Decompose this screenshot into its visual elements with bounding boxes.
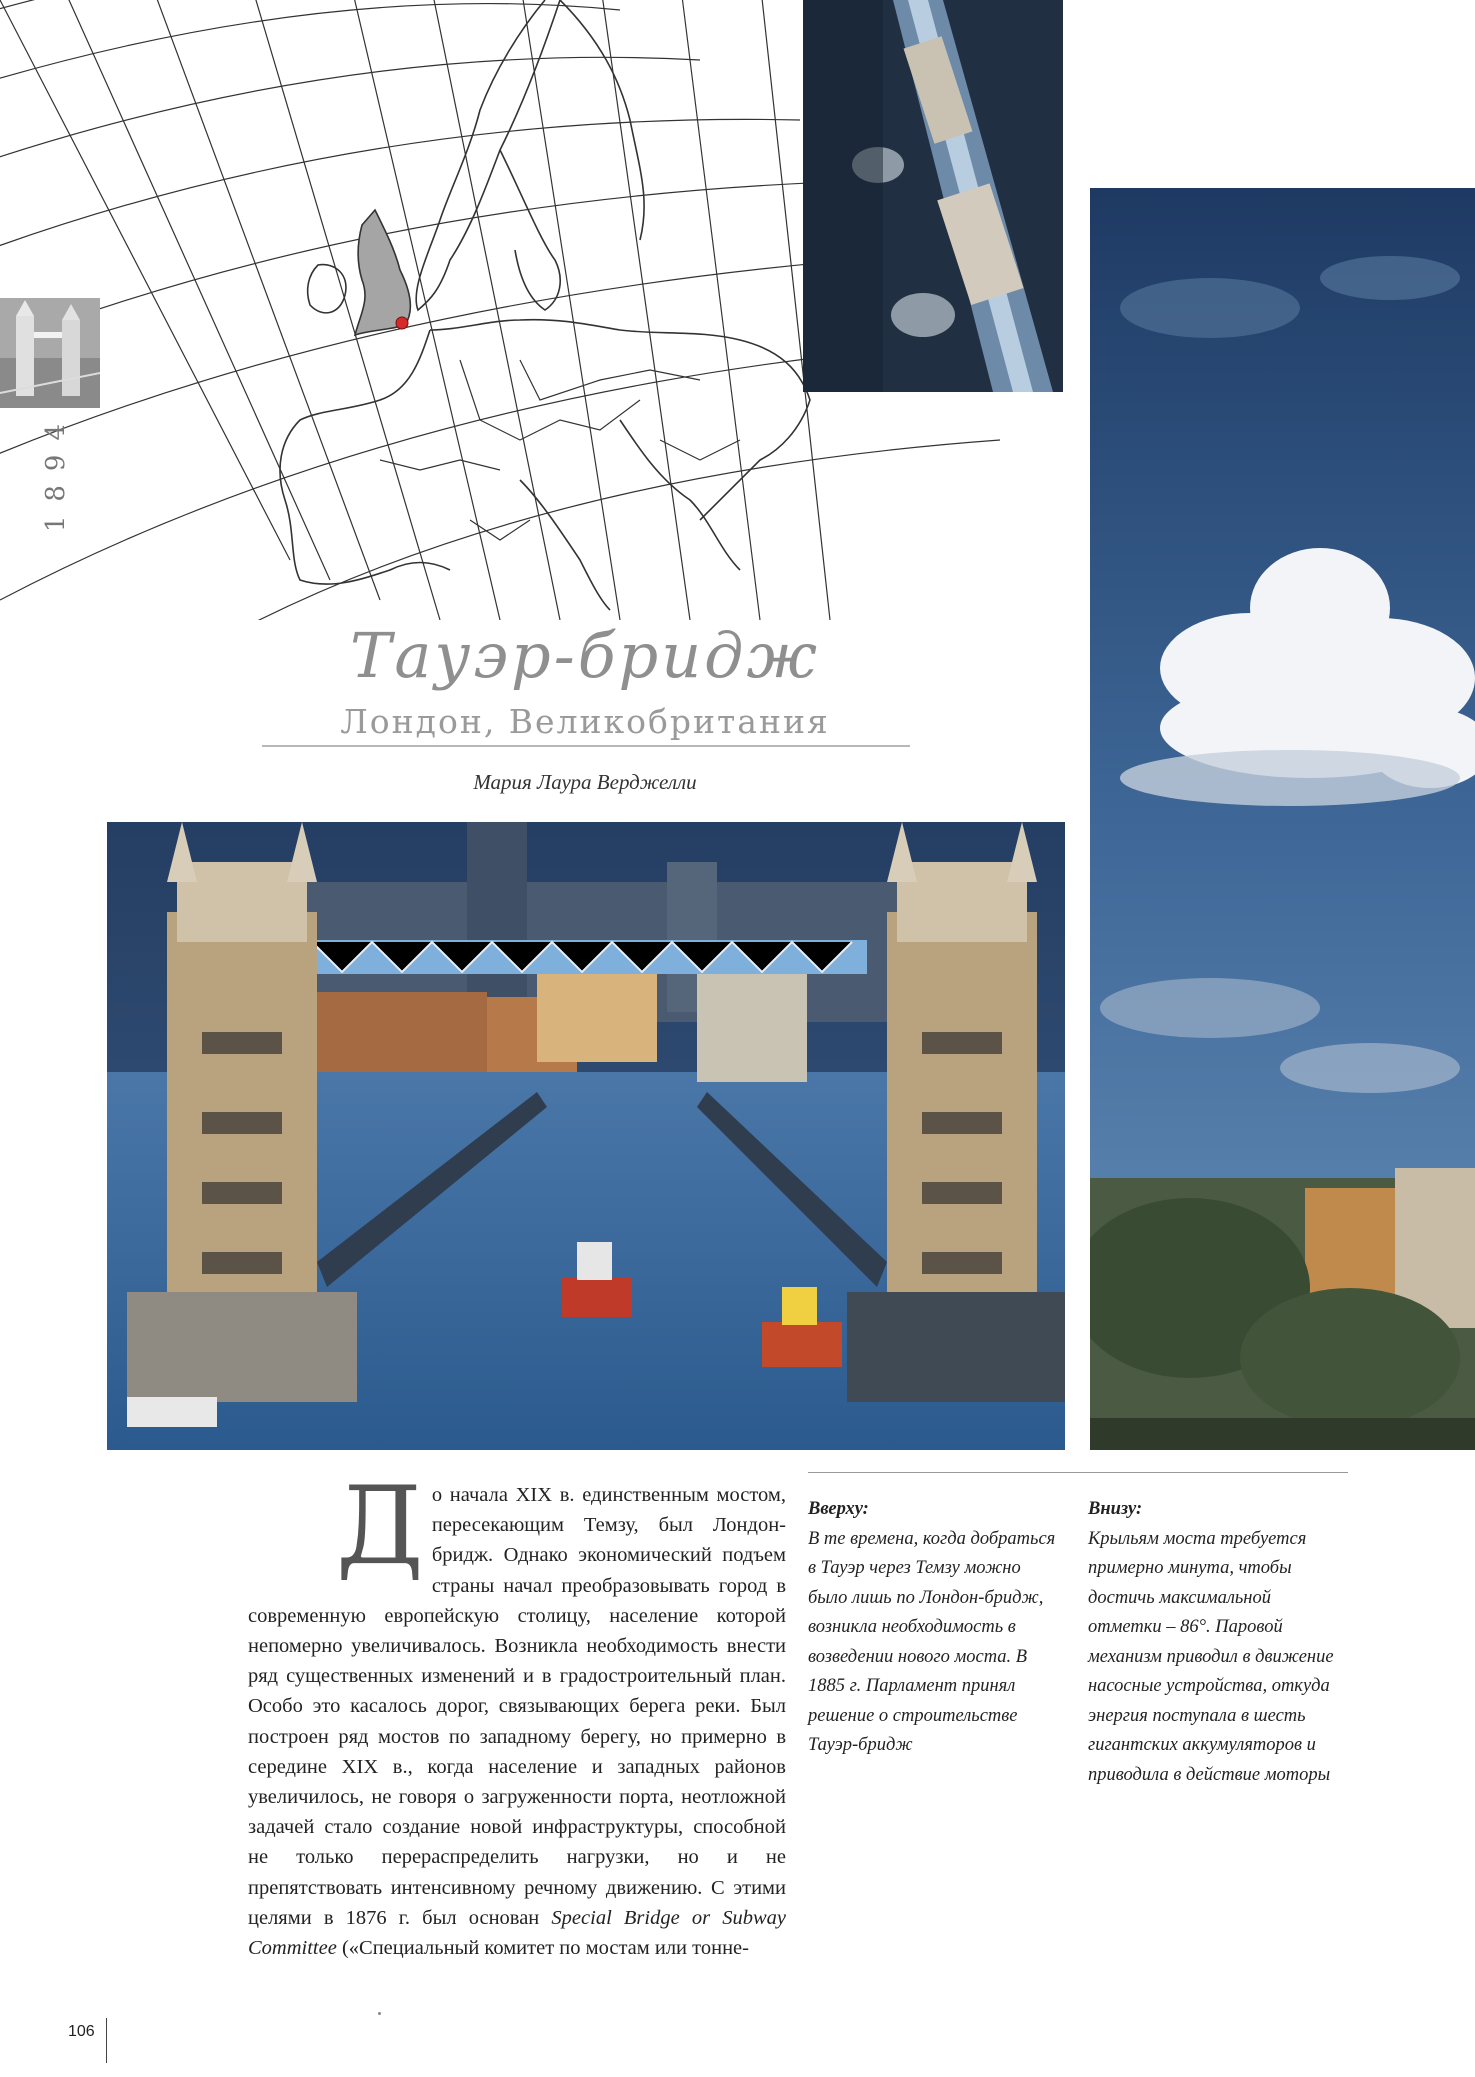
page-number-rule <box>106 2018 107 2063</box>
drop-cap: Д <box>336 1464 424 1589</box>
sky-photo <box>1090 188 1475 1450</box>
page-subtitle: Лондон, Великобритания <box>340 702 830 741</box>
caption-bottom <box>1088 1495 1338 1790</box>
caption-top-text: В те времена, когда добраться в Тауэр через Темзу можно было лишь по Лондон-бридж, возникла необходимость в возведении нового моста. В 1885 г. Парламент принял решение о строительстве Тауэр-бридж <box>808 1528 1056 1755</box>
aerial-bridge-photo <box>803 0 1063 392</box>
caption-bottom-heading: Внизу: <box>1088 1499 1143 1519</box>
tower-bridge-photo <box>107 822 1065 1450</box>
stray-dot <box>378 2012 381 2015</box>
article-body <box>248 1464 786 1963</box>
page-number: 106 <box>68 2023 95 2040</box>
author-name: Мария Лаура Верджелли <box>473 770 697 794</box>
subtitle-underline <box>262 745 910 747</box>
article-text-italic: Special Bridge or Subway Committee <box>248 1906 786 1960</box>
tower-bridge-thumbnail <box>0 298 100 408</box>
year-label: 1894 <box>41 410 71 533</box>
page-title: Тауэр-бридж <box>350 619 820 692</box>
caption-bottom-text: Крыльям моста требуется примерно минута, чтобы достичь максимальной отметки – 86°. Паровой механизм приводил в движение насосные устройства, откуда энергия поступала в шесть гигантских аккумуляторов и приводила в действие моторы <box>1088 1528 1334 1785</box>
caption-top-heading: Вверху: <box>808 1499 869 1519</box>
caption-top <box>808 1495 1058 1761</box>
article-text-1: о начала XIX в. единственным мостом, пересекающим Темзу, был Лондон-бридж. Однако экономический подъем страны начал преобразовывать город в современную европейскую столицу, население которой непомерно увеличивалось. Возникла необходимость внести ряд существенных изменений и в градостроительный план. Особо это касалось дорог, связывающих берега реки. Был построен ряд мостов по западному берегу, но примерно в середине XIX в., когда население и западных районов увеличилось, не говоря о загруженности порта, неотложной задачей стало создание новой инфраструктуры, способной не только перераспределить нагрузки, но и не препятствовать интенсивному речному движению. С этими целями в 1876 г. был основан <box>248 1484 786 1929</box>
article-text-2: («Специальный комитет по мостам или тонне- <box>336 1937 749 1960</box>
caption-divider <box>808 1472 1348 1473</box>
